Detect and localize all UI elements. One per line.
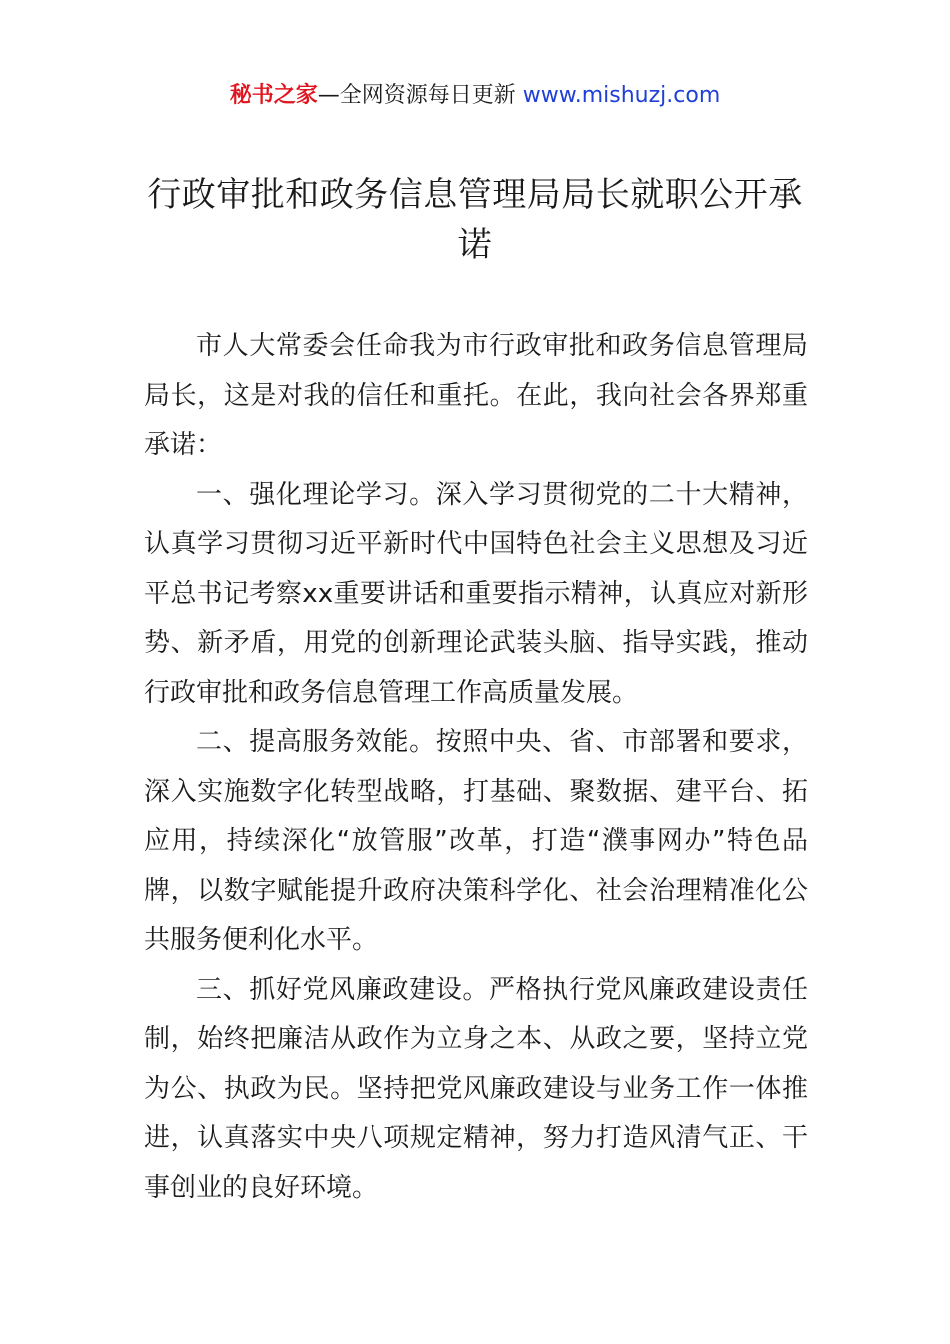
site-url-link[interactable]: www.mishuzj.com xyxy=(522,83,721,108)
site-tagline: —全网资源每日更新 xyxy=(317,83,516,108)
paragraph-integrity: 三、抓好党风廉政建设。严格执行党风廉政建设责任制，始终把廉洁从政作为立身之本、从政之要，坚持立党为公、执政为民。坚持把党风廉政建设与业务工作一体推进，认真落实中央八项规定精神，努力打造风清气正、干事创业的良好环境。 xyxy=(144,974,808,1203)
site-brand: 秘书之家 xyxy=(229,83,318,108)
paragraph-service-efficiency: 二、提高服务效能。按照中央、省、市部署和要求，深入实施数字化转型战略，打基础、聚数据、建平台、拓应用，持续深化“放管服”改革，打造“濮事网办”特色品牌，以数字赋能提升政府决策科学化、社会治理精准化公共服务便利化水平。 xyxy=(144,727,808,955)
site-header xyxy=(0,80,950,112)
document-body xyxy=(144,322,808,1213)
document-title: 行政审批和政务信息管理局局长就职公开承诺 xyxy=(147,175,803,265)
paragraph-intro: 市人大常委会任命我为市行政审批和政务信息管理局局长，这是对我的信任和重托。在此，我向社会各界郑重承诺： xyxy=(144,331,808,460)
paragraph-theory-study: 一、强化理论学习。深入学习贯彻党的二十大精神，认真学习贯彻习近平新时代中国特色社会主义思想及习近平总书记考察xx重要讲话和重要指示精神，认真应对新形势、新矛盾，用党的创新理论武装头脑、指导实践，推动行政审批和政务信息管理工作高质量发展。 xyxy=(144,479,808,708)
